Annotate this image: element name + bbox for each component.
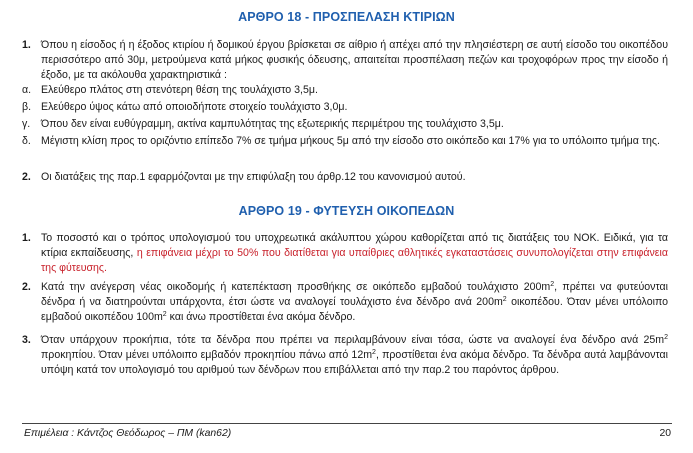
page-number: 20 bbox=[659, 428, 671, 439]
text-part: προκηπίου. Όταν μένει υπόλοιπο εμβαδόν προκηπίου πάνω από 12m bbox=[41, 349, 373, 361]
text-part: Όταν υπάρχουν προκήπια, τότε τα δένδρα που πρέπει να περιλαμβάνουν είναι τόσα, ώστε να αναλογεί ένα δένδρο ανά 25m bbox=[41, 334, 665, 346]
subitem-c bbox=[22, 117, 668, 132]
paragraph-number: 1. bbox=[22, 232, 31, 244]
highlighted-text: η επιφάνεια μέχρι το 50% που διατίθεται για υπαίθριες αθλητικές εγκαταστάσεις συνυπολογίζεται στην επιφάνεια της φύτευσης. bbox=[41, 247, 668, 274]
text-part: οικοπέδου. Όταν μένει υπόλοιπο εμβαδού οικοπέδου 100m bbox=[41, 296, 668, 323]
paragraph-number: 1. bbox=[22, 39, 31, 51]
paragraph-text: Οι διατάξεις της παρ.1 εφαρμόζονται με την επιφύλαξη του άρθρ.12 του κανονισμού αυτού. bbox=[41, 171, 466, 183]
paragraph-number: 3. bbox=[22, 334, 31, 346]
subitem-b bbox=[22, 100, 668, 115]
article-19-heading: ΑΡΘΡΟ 19 - ΦΥΤΕΥΣΗ ΟΙΚΟΠΕΔΩΝ bbox=[238, 204, 455, 218]
article-18-paragraph-1 bbox=[22, 38, 668, 83]
superscript: 2 bbox=[550, 281, 555, 288]
paragraph-text bbox=[41, 280, 668, 325]
subitem-a bbox=[22, 83, 668, 98]
paragraph-text-plain: Το ποσοστό και ο τρόπος υπολογισμού του υποχρεωτικά ακάλυπτου χώρου καθορίζεται από τις διατάξεις του ΝΟΚ. Ειδικά, για τα κτίρια εκπαίδευσης, bbox=[41, 232, 668, 259]
subitem-label: δ. bbox=[22, 135, 31, 147]
subitem-d bbox=[22, 134, 668, 149]
subitem-label: γ. bbox=[22, 118, 31, 130]
text-part: , πρέπει να φυτεύονται δένδρα ή να διατηρούνται υπάρχοντα, έτσι ώστε να αναλογεί τουλάχιστο ένα δένδρο ανά 200m bbox=[41, 281, 668, 308]
footer-divider bbox=[22, 423, 672, 424]
paragraph-text: Όπου η είσοδος ή η έξοδος κτιρίου ή δομικού έργου βρίσκεται σε αίθριο ή απέχει από την πλησιέστερη σε αυτή είσοδο του οικοπέδου περισσότερο από 30μ, μετρούμενα κατά μήκος φυσικής όδευσης, απαιτείται προσπέλαση πεζών και τροχοφόρων προς την είσοδο ή έξοδο, με τα ακόλουθα χαρακτηριστικά : bbox=[41, 39, 668, 81]
article-19-paragraph-1 bbox=[22, 231, 668, 276]
superscript: 2 bbox=[372, 349, 376, 356]
subitem-text: Μέγιστη κλίση προς το οριζόντιο επίπεδο 7% σε τμήμα μήκους 5μ από την είσοδο στο οικόπεδο και 17% για το υπόλοιπο τμήμα της. bbox=[41, 135, 660, 147]
paragraph-number: 2. bbox=[22, 171, 31, 183]
subitem-label: β. bbox=[22, 101, 32, 113]
text-part: , προστίθεται ένα ακόμα δένδρο. Τα δένδρα αυτά λαμβάνονται υπόψη κατά τον υπολογισμό του αριθμού των δένδρων που επιβάλλεται από την παρ.2 του παρόντος άρθρου. bbox=[41, 349, 668, 376]
article-19-paragraph-2 bbox=[22, 280, 668, 325]
subitem-text: Όπου δεν είναι ευθύγραμμη, ακτίνα καμπυλότητας της εξωτερικής περιμέτρου της τουλάχιστο 3,5μ. bbox=[41, 118, 504, 130]
subitem-text: Ελεύθερο πλάτος στη στενότερη θέση της τουλάχιστο 3,5μ. bbox=[41, 84, 318, 96]
article-19-paragraph-3 bbox=[22, 333, 668, 378]
subitem-text: Ελεύθερο ύψος κάτω από οποιοδήποτε στοιχείο τουλάχιστο 3,0μ. bbox=[41, 101, 348, 113]
paragraph-number: 2. bbox=[22, 281, 31, 293]
article-18-paragraph-2 bbox=[22, 170, 668, 185]
superscript: 2 bbox=[502, 296, 507, 303]
text-part: και άνω προστίθεται ένα ακόμα δένδρο. bbox=[166, 311, 356, 323]
footer-author: Επιμέλεια : Κάντζος Θεόδωρος – ΠΜ (kan62) bbox=[24, 428, 232, 439]
superscript: 2 bbox=[162, 311, 167, 318]
text-part: Κατά την ανέγερση νέας οικοδομής ή κατεπέκταση προσθήκης σε οικόπεδο εμβαδού τουλάχιστο 200m bbox=[41, 281, 551, 293]
subitem-label: α. bbox=[22, 84, 32, 96]
paragraph-text bbox=[41, 333, 668, 378]
article-18-heading: ΑΡΘΡΟ 18 - ΠΡΟΣΠΕΛΑΣΗ ΚΤΙΡΙΩΝ bbox=[238, 10, 455, 24]
superscript: 2 bbox=[664, 334, 668, 341]
paragraph-text bbox=[41, 231, 668, 276]
